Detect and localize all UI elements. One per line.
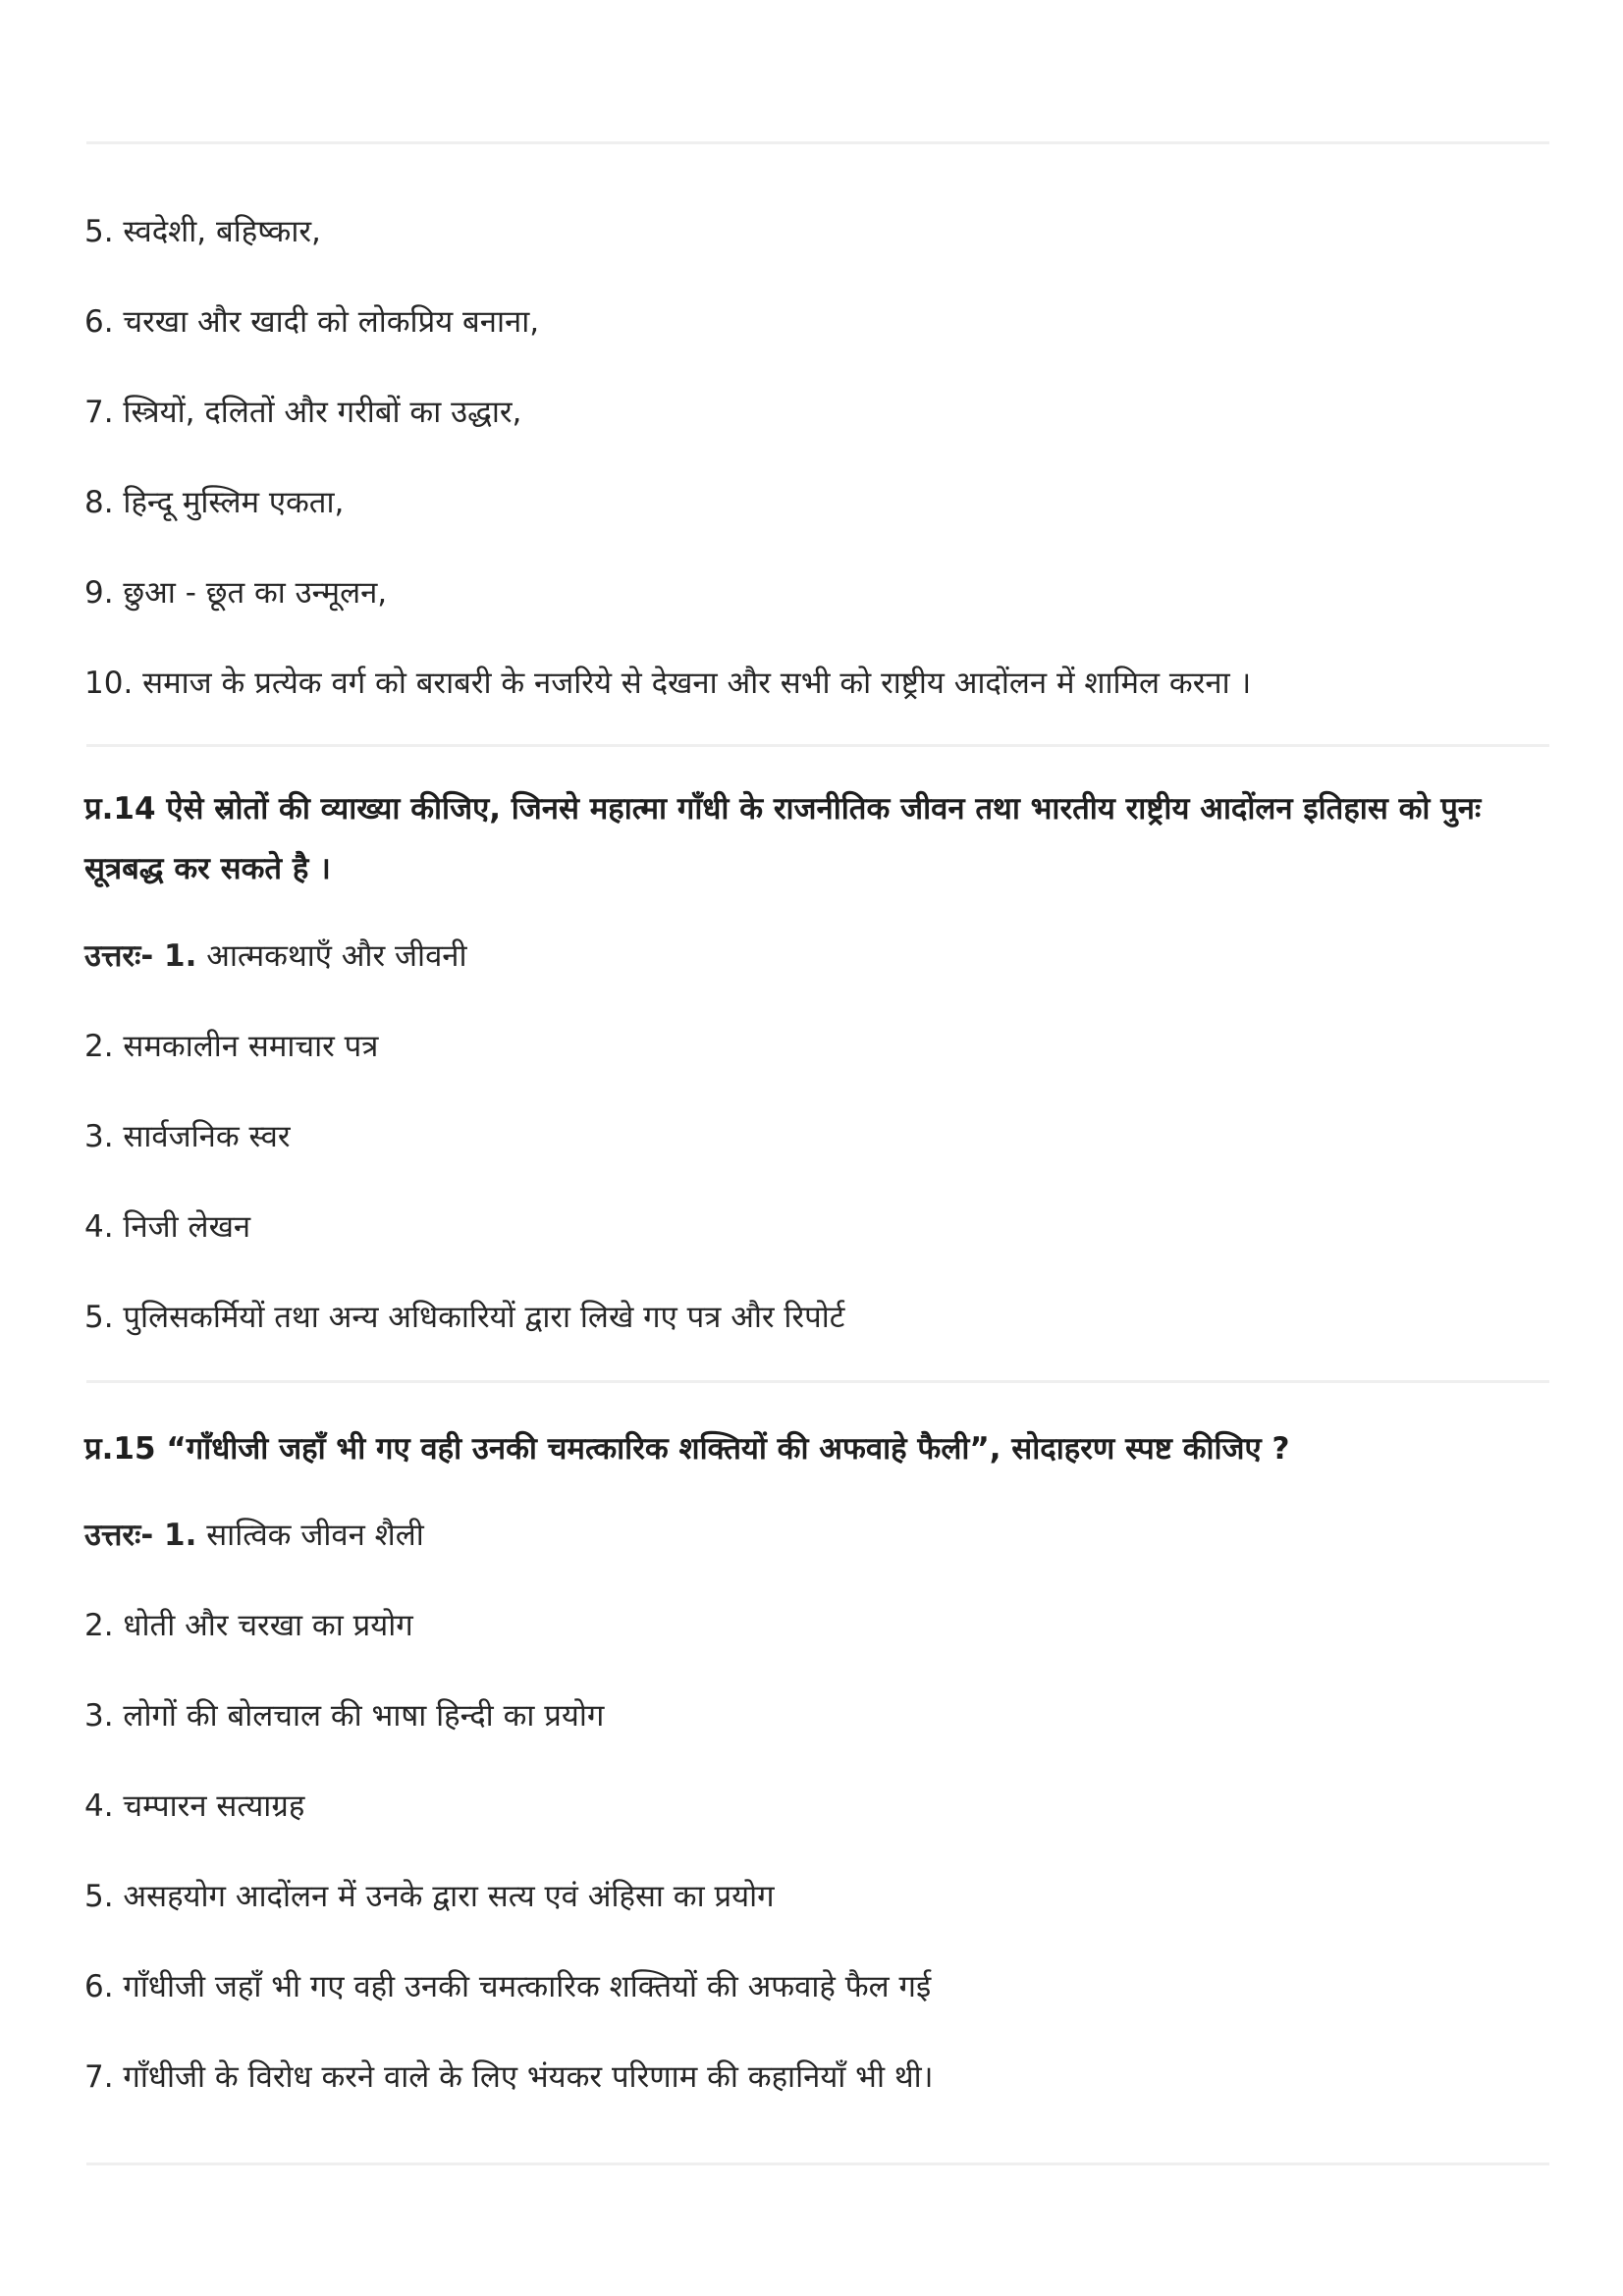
answer-14-first bbox=[84, 934, 467, 978]
list-item: 10. समाज के प्रत्येक वर्ग को बराबरी के नजरिये से देखना और सभी को राष्ट्रीय आदोंलन में शामिल करना । bbox=[84, 666, 1252, 701]
list-item: 8. हिन्दू मुस्लिम एकता, bbox=[84, 485, 345, 520]
question-15 bbox=[84, 1419, 1552, 1479]
divider-top bbox=[86, 141, 1549, 144]
list-item: 7. स्त्रियों, दलितों और गरीबों का उद्धार, bbox=[84, 395, 522, 430]
divider-bottom bbox=[86, 2163, 1549, 2165]
answer-15-first bbox=[84, 1514, 424, 1557]
list-item: 6. गाँधीजी जहाँ भी गए वही उनकी चमत्कारिक शक्तियों की अफवाहे फैल गई bbox=[84, 1969, 932, 2004]
list-item: 4. निजी लेखन bbox=[84, 1209, 251, 1245]
divider-q15 bbox=[86, 1380, 1549, 1383]
list-item: 6. चरखा और खादी को लोकप्रिय बनाना, bbox=[84, 304, 540, 340]
list-item: 3. लोगों की बोलचाल की भाषा हिन्दी का प्रयोग bbox=[84, 1698, 605, 1734]
list-item: 7. गाँधीजी के विरोध करने वाले के लिए भंयकर परिणाम की कहानियाँ भी थी। bbox=[84, 2059, 934, 2095]
answer-text: सात्विक जीवन शैली bbox=[196, 1518, 424, 1553]
question-15-text: प्र.15 “गाँधीजी जहाँ भी गए वही उनकी चमत्कारिक शक्तियों की अफवाहे फैली”, सोदाहरण स्पष्ट कीजिए ? bbox=[84, 1431, 1290, 1467]
list-item: 9. छुआ - छूत का उन्मूलन, bbox=[84, 575, 388, 611]
list-item: 5. स्वदेशी, बहिष्कार, bbox=[84, 214, 321, 249]
list-item: 4. चम्पारन सत्याग्रह bbox=[84, 1789, 305, 1824]
question-14 bbox=[84, 779, 1552, 899]
list-item: 5. असहयोग आदोंलन में उनके द्वारा सत्य एवं अंहिसा का प्रयोग bbox=[84, 1879, 775, 1914]
answer-label: उत्तरः- 1. bbox=[84, 938, 197, 974]
divider-q14 bbox=[86, 744, 1549, 747]
list-item: 5. पुलिसकर्मियों तथा अन्य अधिकारियों द्वारा लिखे गए पत्र और रिपोर्ट bbox=[84, 1300, 845, 1335]
question-14-line1: प्र.14 ऐसे स्रोतों की व्याख्या कीजिए, जिनसे महात्मा गाँधी के राजनीतिक जीवन तथा भारतीय राष्ट्रीय आदोंलन इतिहास को पुनः bbox=[84, 791, 1482, 827]
answer-label: उत्तरः- 1. bbox=[84, 1518, 197, 1553]
list-item: 3. सार्वजनिक स्वर bbox=[84, 1119, 291, 1154]
question-14-line2: सूत्रबद्ध कर सकते है । bbox=[84, 851, 331, 886]
list-item: 2. धोती और चरखा का प्रयोग bbox=[84, 1608, 413, 1643]
list-item: 2. समकालीन समाचार पत्र bbox=[84, 1029, 379, 1064]
answer-text: आत्मकथाएँ और जीवनी bbox=[196, 938, 467, 974]
